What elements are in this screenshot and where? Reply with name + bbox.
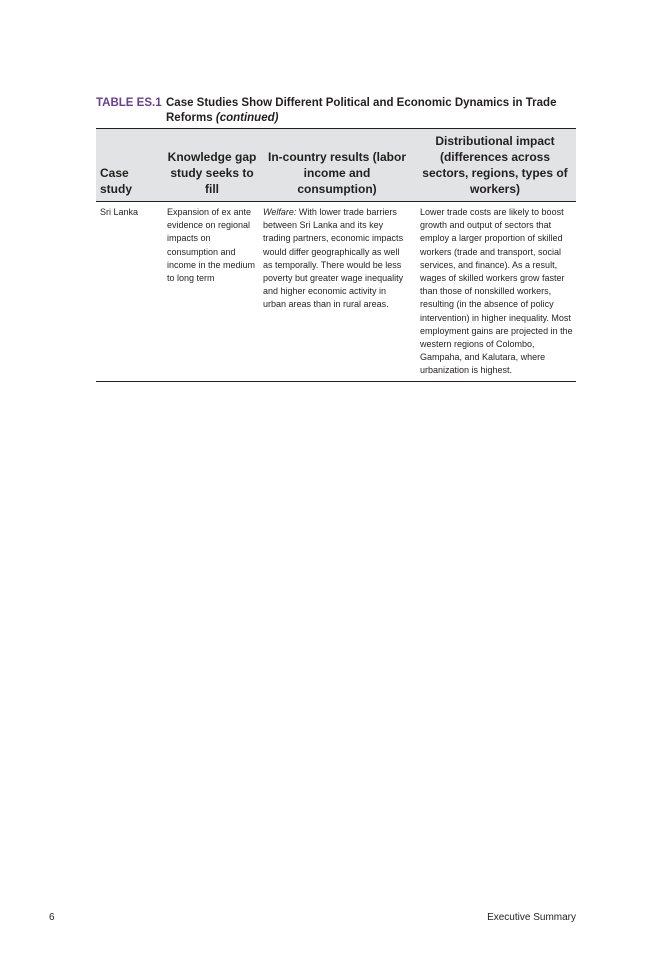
table-row: [96, 202, 576, 382]
header-in-country-results: In-country results (labor income and consumption): [260, 129, 414, 202]
footer-section-title: Executive Summary: [487, 912, 576, 923]
table-header-row: [96, 129, 576, 202]
results-text: With lower trade barriers between Sri Lanka and its key trading partners, economic impacts would differ geographically as well as temporally. There would be less poverty but greater wage inequality and higher economic activity in urban areas than in rural areas.: [263, 207, 404, 310]
table-label: TABLE ES.1: [96, 97, 162, 109]
cell-case-study: Sri Lanka: [96, 202, 164, 382]
cell-in-country-results: [260, 202, 414, 382]
table-title-text: Case Studies Show Different Political and Economic Dynamics in Trade Reforms: [166, 97, 557, 124]
page-number: 6: [49, 912, 55, 923]
header-case-study: Case study: [96, 129, 164, 202]
table-continued: (continued): [215, 112, 279, 124]
results-label: Welfare:: [263, 207, 297, 217]
table-caption: [96, 96, 576, 126]
case-study-table: [96, 128, 576, 382]
header-distributional-impact: Distributional impact (differences across sectors, regions, types of workers): [414, 129, 576, 202]
table-title: [166, 96, 576, 126]
cell-distributional-impact: Lower trade costs are likely to boost growth and output of sectors that employ a larger proportion of skilled workers (trade and transport, social services, and finance). As a result, wages of skilled workers grow faster than those of nonskilled workers, resulting (in the absence of policy intervention) in higher inequality. Most employment gains are projected in the western regions of Colombo, Gampaha, and Kalutara, where urbanization is highest.: [414, 202, 576, 382]
cell-knowledge-gap: Expansion of ex ante evidence on regional impacts on consumption and income in the medium to long term: [164, 202, 260, 382]
header-knowledge-gap: Knowledge gap study seeks to fill: [164, 129, 260, 202]
